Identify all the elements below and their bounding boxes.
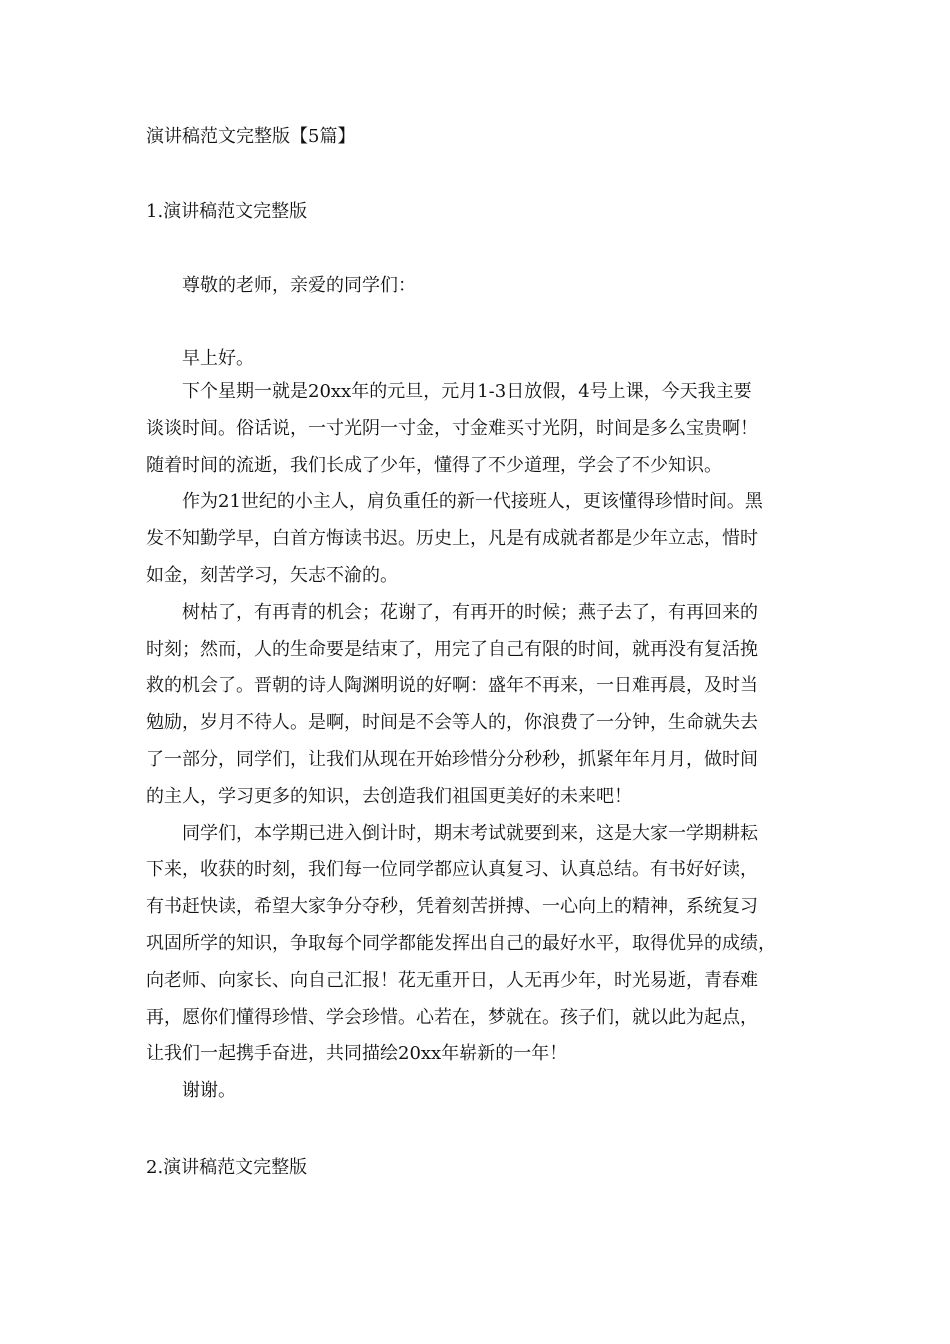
text-line: 随着时间的流逝，我们长成了少年，懂得了不少道理，学会了不少知识。 — [146, 454, 722, 476]
text-line: 让我们一起携手奋进，共同描绘20xx年崭新的一年！ — [146, 1043, 568, 1065]
text-line: 谢谢。 — [182, 1080, 236, 1102]
paragraph — [146, 1076, 806, 1113]
speech-body — [146, 377, 806, 1113]
text-line: 谈谈时间。俗话说，一寸光阴一寸金，寸金难买寸光阴，时间是多么宝贵啊！ — [146, 417, 758, 439]
paragraph — [146, 819, 806, 1077]
paragraph — [146, 377, 806, 487]
morning-greeting: 早上好。 — [182, 348, 254, 369]
text-line: 树枯了，有再青的机会；花谢了，有再开的时候；燕子去了，有再回来的 — [182, 601, 758, 623]
paragraph — [146, 598, 806, 819]
text-line: 下个星期一就是20xx年的元旦，元月1-3日放假，4号上课，今天我主要 — [182, 381, 752, 402]
section-1-heading: 1.演讲稿范文完整版 — [146, 201, 308, 222]
text-line: 下来，收获的时刻，我们每一位同学都应认真复习、认真总结。有书好好读， — [146, 859, 758, 881]
text-line: 再，愿你们懂得珍惜、学会珍惜。心若在，梦就在。孩子们，就以此为起点， — [146, 1006, 758, 1028]
text-line: 向老师、向家长、向自己汇报！花无重开日，人无再少年，时光易逝，青春难 — [146, 969, 758, 991]
text-line: 如金，刻苦学习，矢志不渝的。 — [146, 564, 398, 586]
text-line: 救的机会了。晋朝的诗人陶渊明说的好啊：盛年不再来，一日难再晨，及时当 — [146, 675, 758, 697]
text-line: 作为21世纪的小主人，肩负重任的新一代接班人，更该懂得珍惜时间。黑 — [182, 491, 763, 513]
document-title: 演讲稿范文完整版【5篇】 — [146, 126, 356, 147]
text-line: 发不知勤学早，白首方悔读书迟。历史上，凡是有成就者都是少年立志，惜时 — [146, 528, 758, 550]
salutation: 尊敬的老师，亲爱的同学们： — [182, 275, 416, 296]
text-line: 的主人，学习更多的知识，去创造我们祖国更美好的未来吧！ — [146, 785, 632, 807]
text-line: 有书赶快读，希望大家争分夺秒，凭着刻苦拼搏、一心向上的精神，系统复习 — [146, 896, 758, 918]
text-line: 了一部分，同学们，让我们从现在开始珍惜分分秒秒，抓紧年年月月，做时间 — [146, 748, 758, 770]
text-line: 勉励，岁月不待人。是啊，时间是不会等人的，你浪费了一分钟，生命就失去 — [146, 712, 758, 734]
paragraph — [146, 487, 806, 597]
section-2-heading: 2.演讲稿范文完整版 — [146, 1157, 308, 1178]
text-line: 时刻；然而，人的生命要是结束了，用完了自己有限的时间，就再没有复活挽 — [146, 638, 758, 660]
text-line: 同学们，本学期已进入倒计时，期末考试就要到来，这是大家一学期耕耘 — [182, 822, 758, 844]
text-line: 巩固所学的知识，争取每个同学都能发挥出自己的最好水平，取得优异的成绩， — [146, 932, 776, 954]
